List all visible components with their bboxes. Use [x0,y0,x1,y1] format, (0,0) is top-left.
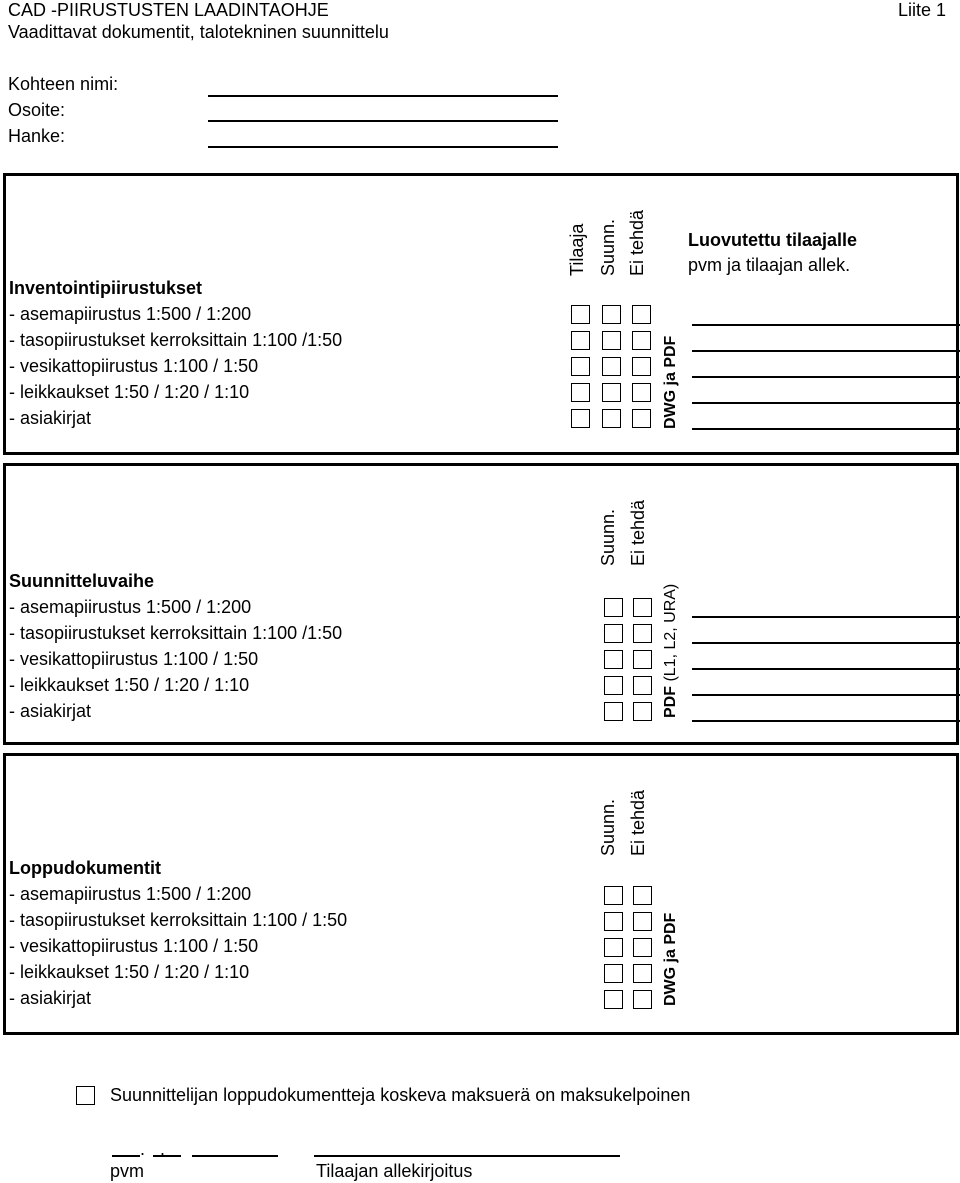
handover-signature-line[interactable] [692,350,960,352]
address-label: Osoite: [8,100,66,120]
list-item: - asiakirjat [9,701,92,721]
handover-signature-line[interactable] [692,616,960,618]
not-done-checkbox[interactable] [632,409,651,428]
designer-checkbox[interactable] [602,383,621,402]
designer-checkbox[interactable] [602,331,621,350]
not-done-checkbox[interactable] [633,990,652,1009]
designer-checkbox[interactable] [604,964,623,983]
designer-checkbox[interactable] [604,650,623,669]
inventory-section [3,173,959,455]
handover-subtitle: pvm ja tilaajan allek. [688,255,851,275]
payment-approved-checkbox[interactable] [76,1086,95,1105]
not-done-checkbox[interactable] [632,331,651,350]
col-header-not-done: Ei tehdä [628,499,648,566]
designer-checkbox[interactable] [604,912,623,931]
not-done-checkbox[interactable] [633,964,652,983]
list-item: - vesikattopiirustus 1:100 / 1:50 [9,649,259,669]
designer-checkbox[interactable] [602,409,621,428]
col-header-designer: Suunn. [598,508,618,566]
date-year-line[interactable] [192,1155,278,1157]
document-subtitle: Vaadittavat dokumentit, talotekninen suunnittelu [8,22,389,42]
handover-signature-line[interactable] [692,720,960,722]
list-item: - vesikattopiirustus 1:100 / 1:50 [9,356,259,376]
col-header-not-done: Ei tehdä [628,789,648,856]
col-header-designer: Suunn. [598,798,618,856]
document-title: CAD -PIIRUSTUSTEN LAADINTAOHJE [8,0,329,20]
handover-signature-line[interactable] [692,402,960,404]
col-header-designer: Suunn. [598,218,618,276]
attachment-label: Liite 1 [898,0,947,20]
client-signature-line[interactable] [314,1155,620,1157]
section-title: Suunnitteluvaihe [9,571,155,591]
handover-signature-line[interactable] [692,668,960,670]
list-item: - asemapiirustus 1:500 / 1:200 [9,304,252,324]
handover-signature-line[interactable] [692,694,960,696]
not-done-checkbox[interactable] [633,912,652,931]
list-item: - leikkaukset 1:50 / 1:20 / 1:10 [9,675,250,695]
list-item: - tasopiirustukset kerroksittain 1:100 /1:50 [9,330,343,350]
designer-checkbox[interactable] [602,357,621,376]
not-done-checkbox[interactable] [632,357,651,376]
handover-signature-line[interactable] [692,642,960,644]
client-checkbox[interactable] [571,357,590,376]
client-checkbox[interactable] [571,409,590,428]
list-item: - asiakirjat [9,408,92,428]
not-done-checkbox[interactable] [632,383,651,402]
site-name-field[interactable] [208,95,558,97]
format-label: DWG ja PDF [662,335,679,429]
client-checkbox[interactable] [571,383,590,402]
section-title: Inventointipiirustukset [9,278,203,298]
format-label [660,584,682,718]
payment-statement: Suunnittelijan loppudokumentteja koskeva maksuerä on maksukelpoinen [110,1085,691,1105]
list-item: - asiakirjat [9,988,92,1008]
list-item: - tasopiirustukset kerroksittain 1:100 / 1:50 [9,910,348,930]
col-header-not-done: Ei tehdä [627,209,647,276]
not-done-checkbox[interactable] [633,886,652,905]
date-separators: . . [140,1139,166,1159]
designer-checkbox[interactable] [604,624,623,643]
not-done-checkbox[interactable] [633,650,652,669]
client-checkbox[interactable] [571,331,590,350]
designer-checkbox[interactable] [604,702,623,721]
client-signature-label: Tilaajan allekirjoitus [316,1161,473,1181]
handover-signature-line[interactable] [692,428,960,430]
not-done-checkbox[interactable] [633,624,652,643]
date-label: pvm [110,1161,145,1181]
list-item: - vesikattopiirustus 1:100 / 1:50 [9,936,259,956]
project-field[interactable] [208,146,558,148]
list-item: - leikkaukset 1:50 / 1:20 / 1:10 [9,382,250,402]
project-label: Hanke: [8,126,66,146]
not-done-checkbox[interactable] [633,676,652,695]
format-label: DWG ja PDF [662,912,679,1006]
designer-checkbox[interactable] [604,886,623,905]
address-field[interactable] [208,120,558,122]
site-name-label: Kohteen nimi: [8,74,119,94]
not-done-checkbox[interactable] [632,305,651,324]
final-documents-section [3,753,959,1035]
date-day-line[interactable] [112,1155,140,1157]
designer-checkbox[interactable] [604,990,623,1009]
client-checkbox[interactable] [571,305,590,324]
design-phase-section [3,463,959,745]
designer-checkbox[interactable] [604,676,623,695]
designer-checkbox[interactable] [604,598,623,617]
format-label-detail: (L1, L2, URA) [662,583,679,686]
not-done-checkbox[interactable] [633,702,652,721]
designer-checkbox[interactable] [604,938,623,957]
not-done-checkbox[interactable] [633,598,652,617]
section-title: Loppudokumentit [9,858,161,878]
designer-checkbox[interactable] [602,305,621,324]
list-item: - asemapiirustus 1:500 / 1:200 [9,884,252,904]
list-item: - asemapiirustus 1:500 / 1:200 [9,597,252,617]
list-item: - leikkaukset 1:50 / 1:20 / 1:10 [9,962,250,982]
col-header-client: Tilaaja [567,223,587,276]
not-done-checkbox[interactable] [633,938,652,957]
handover-signature-line[interactable] [692,376,960,378]
handover-title: Luovutettu tilaajalle [688,230,858,250]
list-item: - tasopiirustukset kerroksittain 1:100 /1:50 [9,623,343,643]
format-label-bold: PDF [662,686,679,718]
handover-signature-line[interactable] [692,324,960,326]
